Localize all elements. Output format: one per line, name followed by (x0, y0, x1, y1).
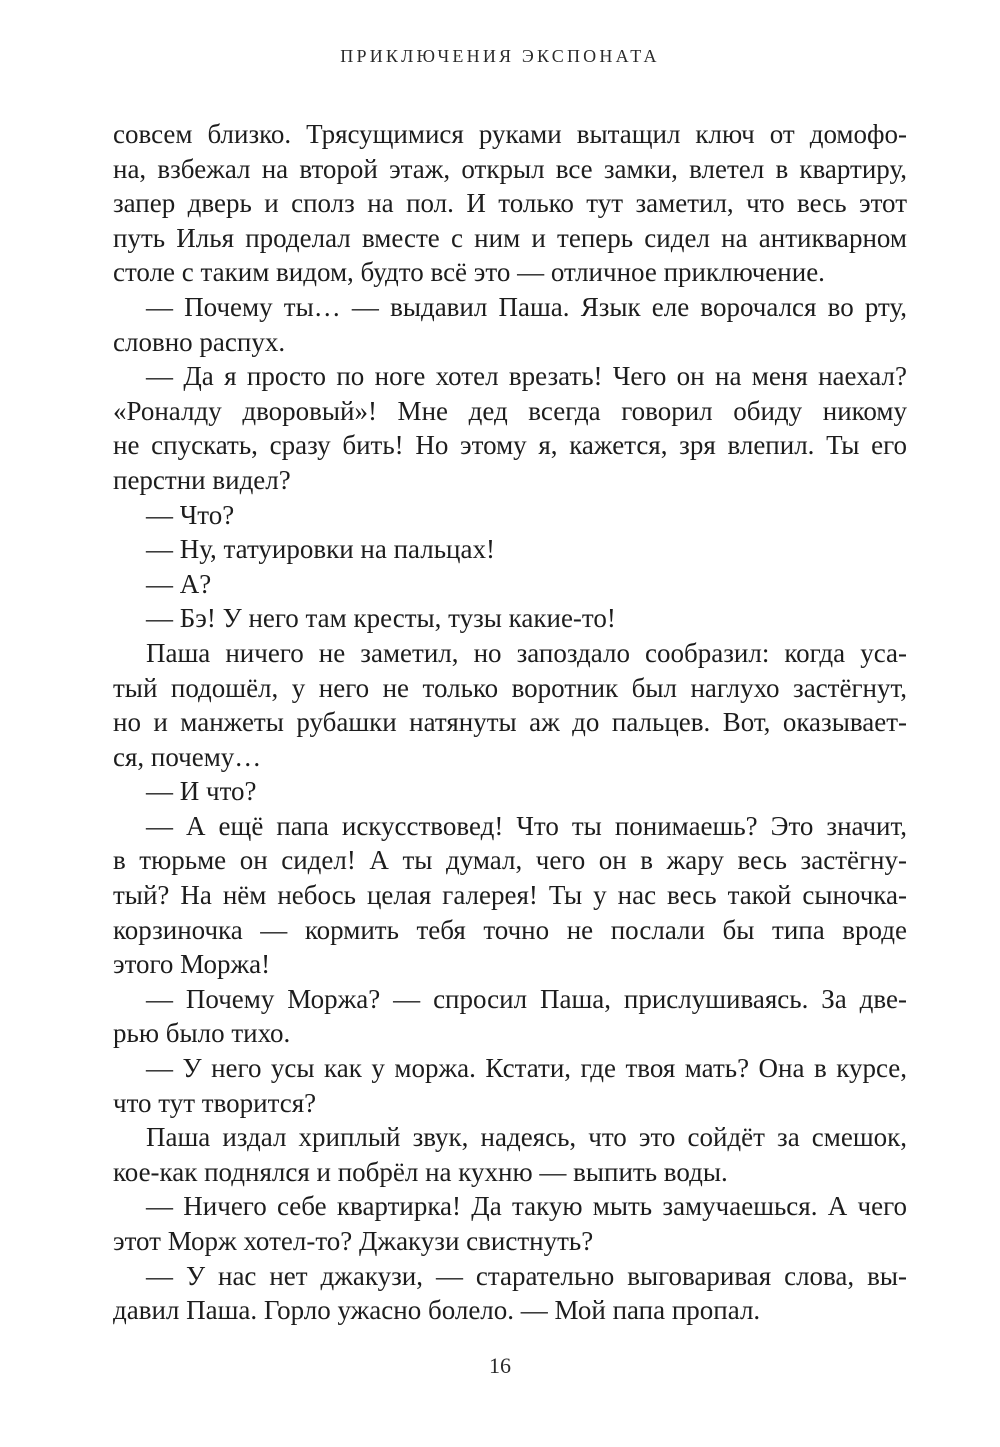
text-line: Паша ничего не заметил, но запоздало сообразил: когда уса- (146, 637, 907, 668)
text-line: что тут творится? (113, 1087, 317, 1118)
page-number: 16 (489, 1353, 511, 1378)
text-line: «Роналду дворовый»! Мне дед всегда говорил обиду никому (113, 395, 907, 426)
text-line: — И что? (146, 776, 257, 807)
text-line: но и манжеты рубашки натянуты аж до пальцев. Вот, оказывает- (113, 707, 907, 738)
text-line: Паша издал хриплый звук, надеясь, что это сойдёт за смешок, (146, 1122, 907, 1153)
text-line: этого Моржа! (113, 949, 271, 980)
text-line: кое-как поднялся и побрёл на кухню — выпить воды. (113, 1156, 728, 1187)
text-line: столе с таким видом, будто всё это — отличное приключение. (113, 257, 825, 288)
text-line: совсем близко. Трясущимися руками вытащил ключ от домофо- (113, 119, 907, 149)
text-line: — А? (146, 568, 212, 599)
text-line: корзиночка — кормить тебя точно не послали бы типа вроде (113, 914, 907, 945)
text-line: — У нас нет джакузи, — старательно выговаривая слова, вы- (146, 1260, 907, 1291)
text-line: давил Паша. Горло ужасно болело. — Мой папа пропал. (113, 1295, 761, 1326)
text-line: рью было тихо. (113, 1018, 291, 1049)
text-line: не спускать, сразу бить! Но этому я, кажется, зря влепил. Ты его (113, 430, 907, 461)
body-text (113, 117, 907, 1328)
text-line: ся, почему… (113, 741, 262, 772)
text-line: тый подошёл, у него не только воротник был наглухо застёгнут, (113, 672, 907, 703)
text-line: — Бэ! У него там кресты, тузы какие-то! (146, 603, 616, 634)
text-line: — Что? (146, 499, 235, 530)
text-line: запер дверь и сполз на пол. И только тут заметил, что весь этот (113, 188, 907, 219)
text-line: словно распух. (113, 326, 286, 357)
text-line: — Почему Моржа? — спросил Паша, прислушиваясь. За две- (146, 983, 907, 1014)
text-line: — Почему ты… — выдавил Паша. Язык еле ворочался во рту, (146, 291, 907, 322)
text-line: — Ну, татуировки на пальцах! (146, 534, 495, 565)
running-header: ПРИКЛЮЧЕНИЯ ЭКСПОНАТА (340, 46, 660, 66)
text-line: на, взбежал на второй этаж, открыл все замки, влетел в квартиру, (113, 153, 907, 184)
text-line: в тюрьме он сидел! А ты думал, чего он в жару весь застёгну- (113, 845, 907, 876)
text-line: — Да я просто по ноге хотел врезать! Чего он на меня наехал? (146, 361, 907, 392)
text-line: этот Морж хотел-то? Джакузи свистнуть? (113, 1226, 594, 1256)
text-line: — Ничего себе квартирка! Да такую мыть замучаешься. А чего (146, 1191, 907, 1222)
text-line: перстни видел? (113, 464, 291, 495)
text-line: путь Илья проделал вместе с ним и теперь сидел на антикварном (113, 222, 907, 253)
text-line: тый? На нём небось целая галерея! Ты у нас весь такой сыночка- (113, 880, 907, 911)
text-line: — А ещё папа искусствовед! Что ты понимаешь? Это значит, (146, 810, 907, 841)
text-line: — У него усы как у моржа. Кстати, где твоя мать? Она в курсе, (146, 1053, 907, 1084)
